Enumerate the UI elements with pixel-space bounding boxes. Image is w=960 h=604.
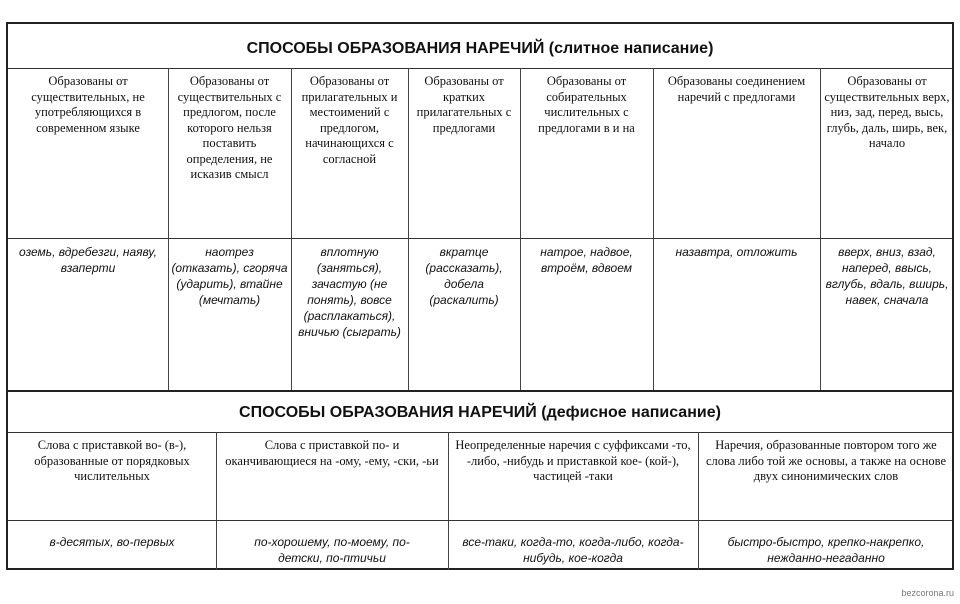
divider bbox=[8, 432, 952, 433]
example-cell-7: вверх, вниз, взад, наперед, ввысь, вглубь, вдаль, вширь, навек, сначала bbox=[825, 245, 949, 307]
header2-cell-3: Неопределенные наречия с суффиксами -то, -либо, -нибудь и приставкой кое- (кой-), частицей -таки bbox=[455, 438, 691, 483]
divider bbox=[8, 68, 952, 69]
example-cell-3: вплотную (заняться), зачастую (не понять), вовсе (расплакаться), вничью (сыграть) bbox=[298, 245, 401, 339]
header-cell-7: Образованы от существительных верх, низ, зад, перед, высь, глубь, даль, ширь, век, начало bbox=[824, 74, 950, 150]
divider bbox=[8, 520, 952, 521]
rules-table bbox=[6, 22, 954, 570]
header2-cell-2: Слова с приставкой по- и оканчивающиеся на -ому, -ему, -ски, -ьи bbox=[225, 438, 439, 468]
section1-title-sub: (слитное написание) bbox=[548, 40, 714, 57]
header-cell-6: Образованы соединением наречий с предлогами bbox=[667, 74, 806, 104]
section2-title bbox=[8, 404, 952, 422]
example2-cell-4: быстро-быстро, крепко-накрепко, нежданно-негаданно bbox=[727, 535, 925, 565]
example-cell-4: вкратце (рассказать), добела (раскалить) bbox=[425, 245, 503, 307]
header-cell-1: Образованы от существительных, не употребляющихся в современном языке bbox=[31, 74, 145, 135]
header-cell-4: Образованы от кратких прилагательных с предлогами bbox=[416, 74, 512, 135]
example-cell-6: назавтра, отложить bbox=[675, 245, 798, 259]
header-cell-2: Образованы от существительных с предлогом, после которого нельзя поставить определения, не исказив смысл bbox=[177, 74, 282, 181]
header-cell-3: Образованы от прилагательных и местоимений с предлогом, начинающихся с согласной bbox=[301, 74, 398, 166]
example2-cell-1: в-десятых, во-первых bbox=[49, 535, 175, 549]
section2-title-sub: (дефисное написание) bbox=[541, 404, 721, 421]
header2-cell-1: Слова с приставкой во- (в-), образованные от порядковых числительных bbox=[34, 438, 190, 483]
divider bbox=[8, 238, 952, 239]
example2-cell-2: по-хорошему, по-моему, по-детски, по-птичьи bbox=[254, 535, 410, 565]
example-cell-2: наотрез (отказать), сгоряча (ударить), втайне (мечтать) bbox=[171, 245, 288, 307]
divider bbox=[8, 390, 952, 392]
example-cell-1: оземь, вдребезги, наяву, взаперти bbox=[19, 245, 157, 275]
example2-cell-3: все-таки, когда-то, когда-либо, когда-нибудь, кое-когда bbox=[462, 535, 684, 565]
watermark: bezcorona.ru bbox=[901, 588, 954, 598]
section2-title-main: СПОСОБЫ ОБРАЗОВАНИЯ НАРЕЧИЙ bbox=[239, 404, 537, 421]
section1-title-main: СПОСОБЫ ОБРАЗОВАНИЯ НАРЕЧИЙ bbox=[246, 40, 545, 57]
example-cell-5: натрое, надвое, втроём, вдвоем bbox=[540, 245, 633, 275]
header-cell-5: Образованы от собирательных числительных с предлогами в и на bbox=[538, 74, 635, 135]
header2-cell-4: Наречия, образованные повтором того же слова либо той же основы, а также на основе двух синонимических слов bbox=[705, 438, 947, 483]
section1-title bbox=[8, 40, 952, 58]
